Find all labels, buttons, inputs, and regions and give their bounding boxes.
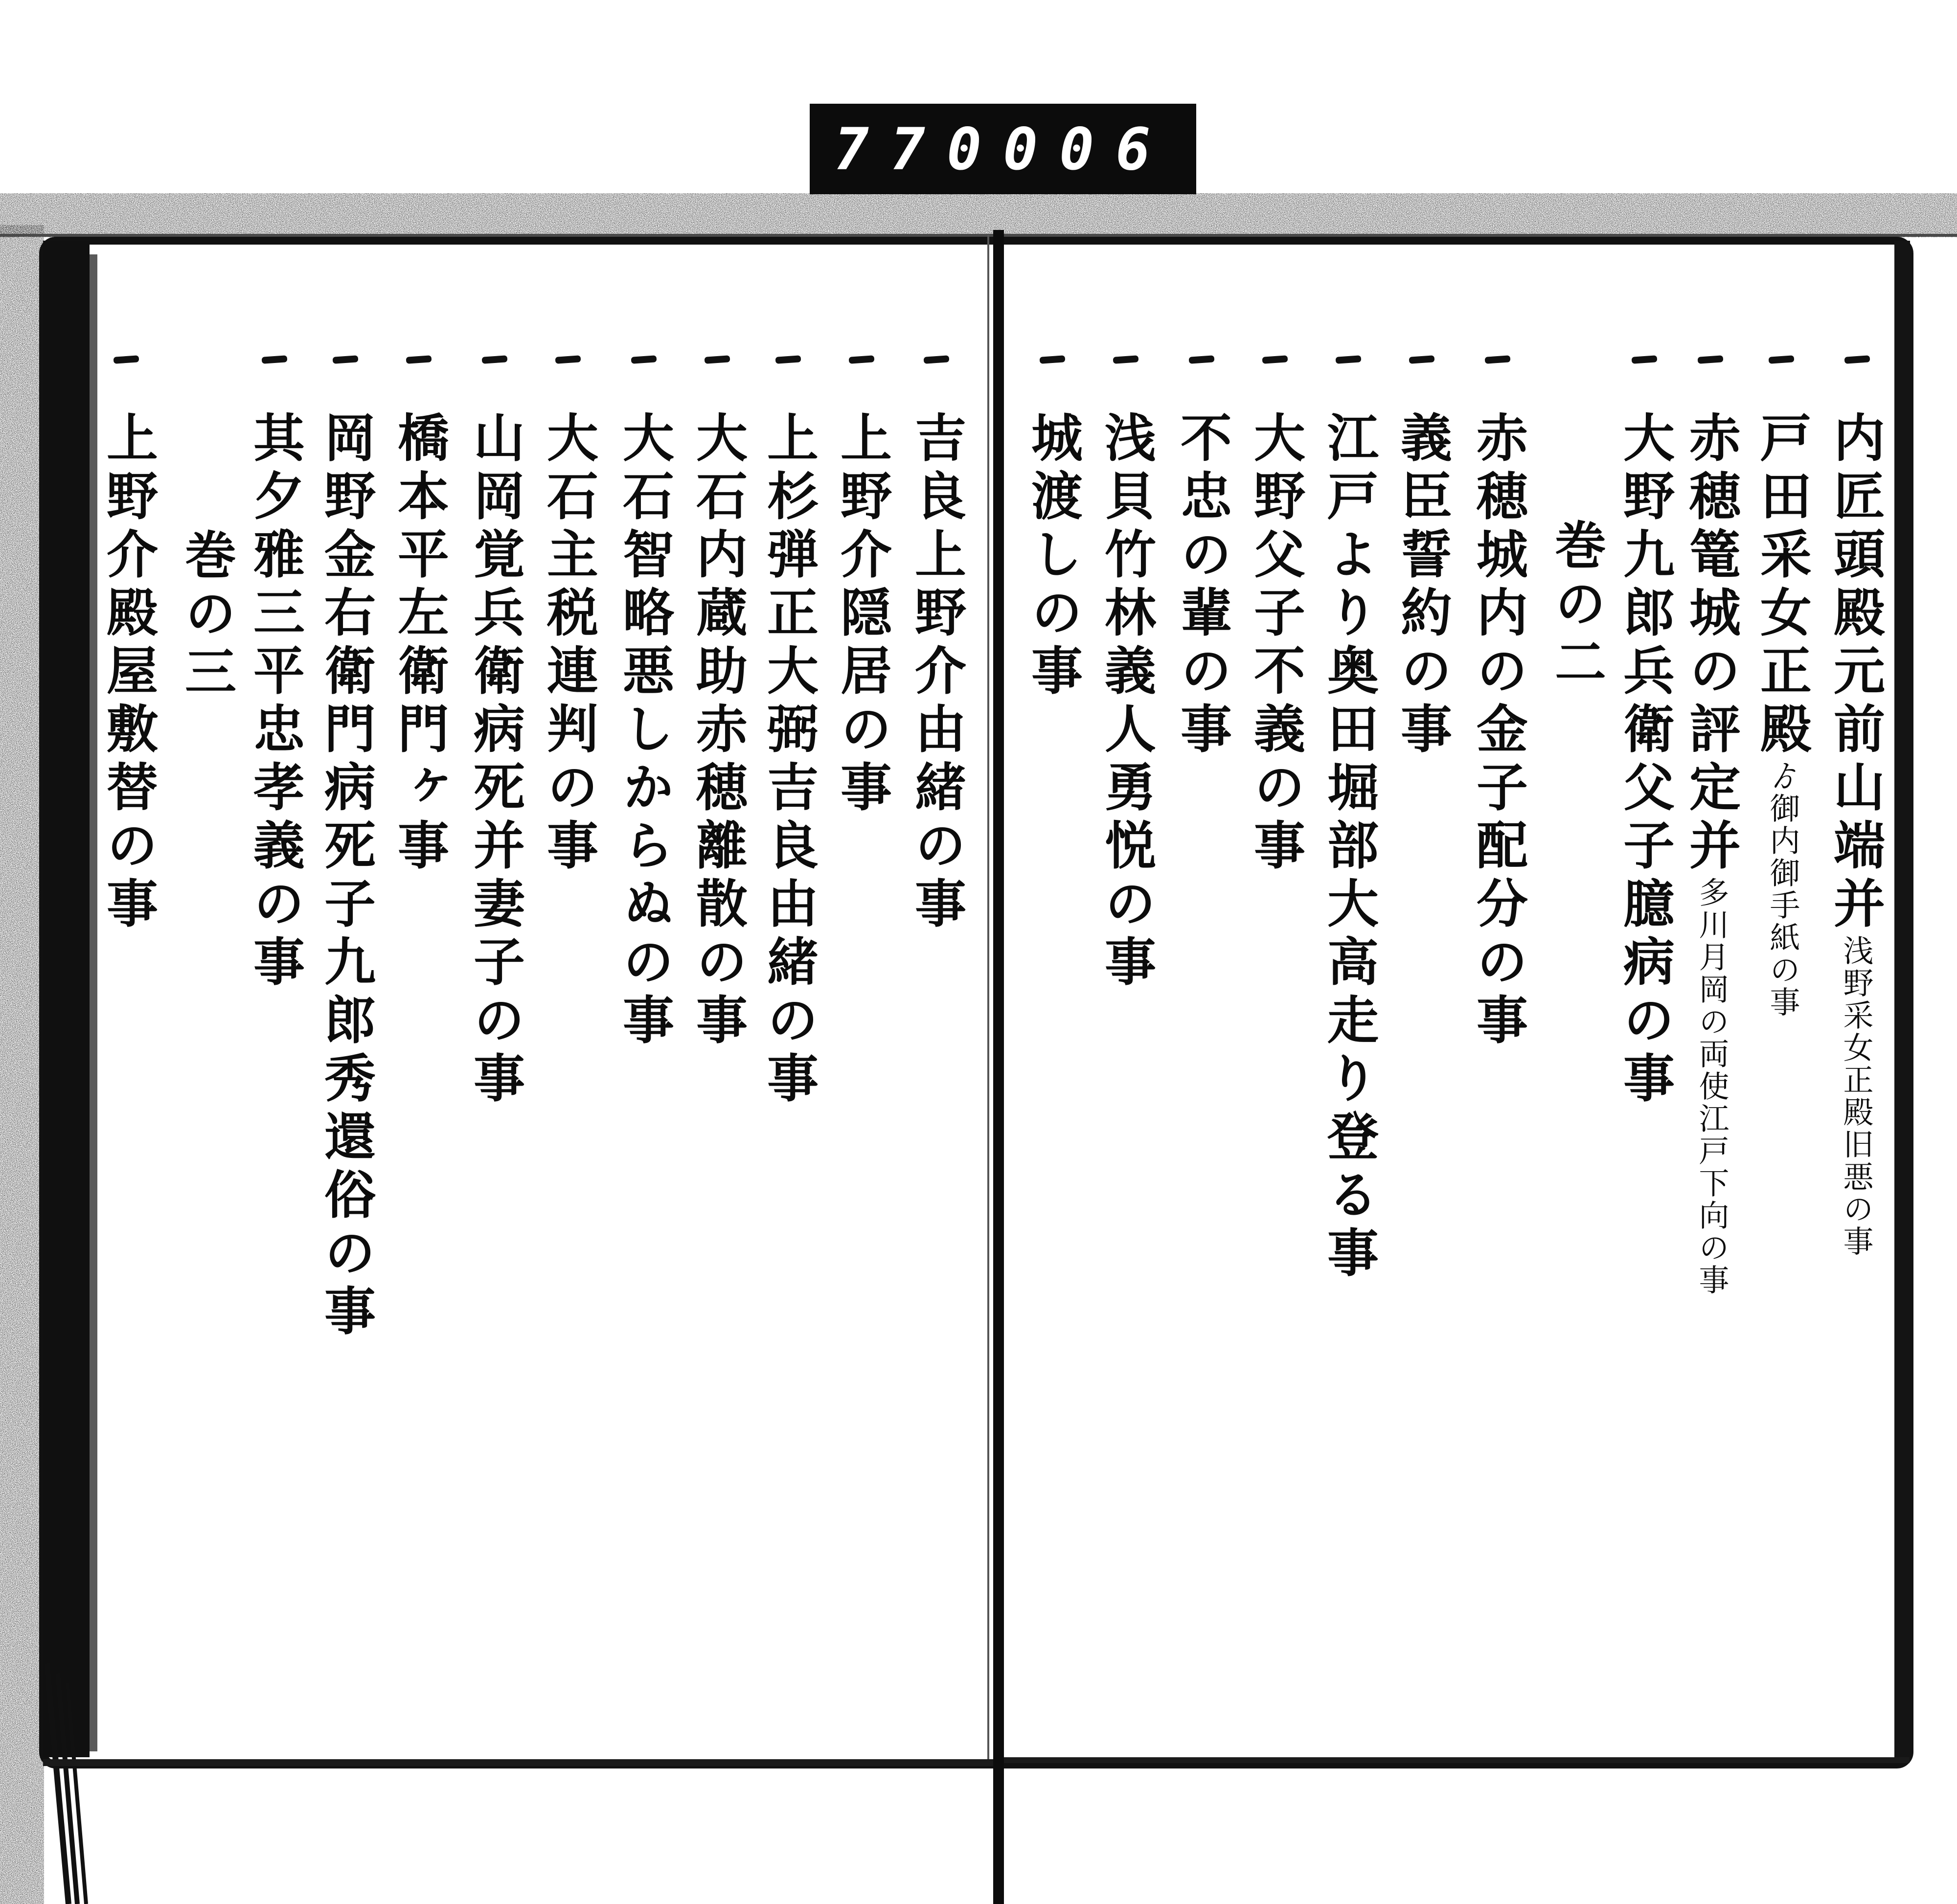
toc-entry: 赤穂城内の金子配分の事 (1468, 411, 1529, 1051)
catalog-number-right: 006 (1003, 115, 1172, 183)
toc-entry: 戸田采女正殿ゟ御内御手紙の事 (1752, 411, 1813, 1019)
toc-entry: 大石主税連判の事 (539, 411, 599, 877)
toc-entry: 吉良上野介由緒の事 (907, 411, 967, 935)
toc-entry: 大石内蔵助赤穂離散の事 (688, 411, 749, 1051)
toc-entry: 城渡しの事 (1023, 411, 1084, 702)
toc-entry: 上野介殿屋敷替の事 (98, 411, 159, 935)
catalog-number-tag (810, 104, 1196, 194)
toc-entry: 山岡覚兵衛病死并妻子の事 (465, 411, 526, 1110)
toc-entry: 橋本平左衛門ヶ事 (389, 411, 450, 877)
toc-entry: 赤穂篭城の評定并多川月岡の両使江戸下向の事 (1681, 411, 1742, 1296)
toc-entry: 大野父子不義の事 (1246, 411, 1306, 877)
volume-heading: 巻の二 (1547, 519, 1607, 693)
toc-entry: 内匠頭殿元前山端并浅野采女正殿旧悪の事 (1825, 411, 1886, 1258)
toc-entry: 其夕雅三平忠孝義の事 (245, 411, 306, 993)
toc-entry: 不忠の輩の事 (1172, 411, 1233, 760)
toc-entry: 上杉弾正大弼吉良由緒の事 (759, 411, 819, 1110)
volume-heading: 巻の三 (177, 528, 237, 703)
toc-entry: 上野介隠居の事 (832, 411, 893, 818)
toc-entry: 大石智略悪しからぬの事 (614, 411, 675, 1051)
toc-entry: 大野九郎兵衛父子臆病の事 (1615, 411, 1676, 1110)
toc-entry: 岡野金右衛門病死子九郎秀還俗の事 (316, 411, 377, 1342)
toc-entry: 義臣誓約の事 (1392, 411, 1453, 760)
toc-entry: 江戸より奥田堀部大高走り登る事 (1319, 411, 1380, 1284)
toc-entry: 浅貝竹林義人勇悦の事 (1096, 411, 1157, 993)
catalog-number-left: 770 (834, 115, 1003, 183)
